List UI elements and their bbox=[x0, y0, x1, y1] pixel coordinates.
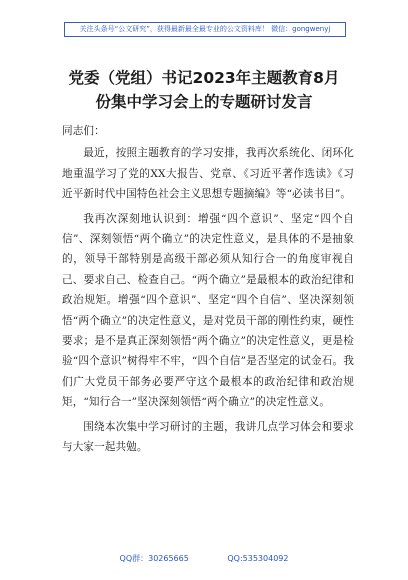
footer-contact bbox=[0, 553, 408, 564]
title-line-1: 党委（党组）书记2023年主题教育8月 bbox=[68, 69, 340, 87]
document-body bbox=[62, 121, 354, 462]
footer-qq: QQ:535304092 bbox=[227, 554, 289, 563]
paragraph-1: 最近，按照主题教育的学习安排，我再次系统化、闭环化地重温学习了党的XX大报告、党章、《习近平著作选读》《习近平新时代中国特色社会主义思想专题摘编》等“必读书目”。 bbox=[62, 147, 354, 201]
title-line-2: 份集中学习会上的专题研讨发言 bbox=[95, 93, 313, 111]
document-title bbox=[40, 66, 368, 114]
footer-qq-group: QQ群：30265665 bbox=[119, 554, 189, 563]
greeting: 同志们： bbox=[62, 125, 105, 137]
header-banner: 关注头条号“公文研究”，获得最新最全最专业的公文资料库！ 微信：gongwenyj bbox=[64, 22, 346, 37]
paragraph-2: 我再次深刻地认识到：增强“四个意识”、坚定“四个自信”、深刻领悟“两个确立”的决定性意义，是具体的不是抽象的，领导干部特别是高级干部必须从知行合一的角度审视自己、要求自己、检查自己。“两个确立”是最根本的政治纪律和政治规矩。增强“四个意识”、坚定“四个自信”、坚决深刻领悟“两个确立”的决定性意义，是对党员干部的刚性约束，硬性要求；是不是真正深刻领悟“两个确立”的决定性意义，更是检验“四个意识”树得牢不牢，“四个自信”是否坚定的试金石。我们广大党员干部务必要严守这个最根本的政治纪律和政治规矩，“知行合一”坚决深刻领悟“两个确立”的决定性意义。 bbox=[62, 212, 354, 409]
paragraph-3: 围绕本次集中学习研讨的主题，我讲几点学习体会和要求与大家一起共勉。 bbox=[62, 420, 354, 454]
